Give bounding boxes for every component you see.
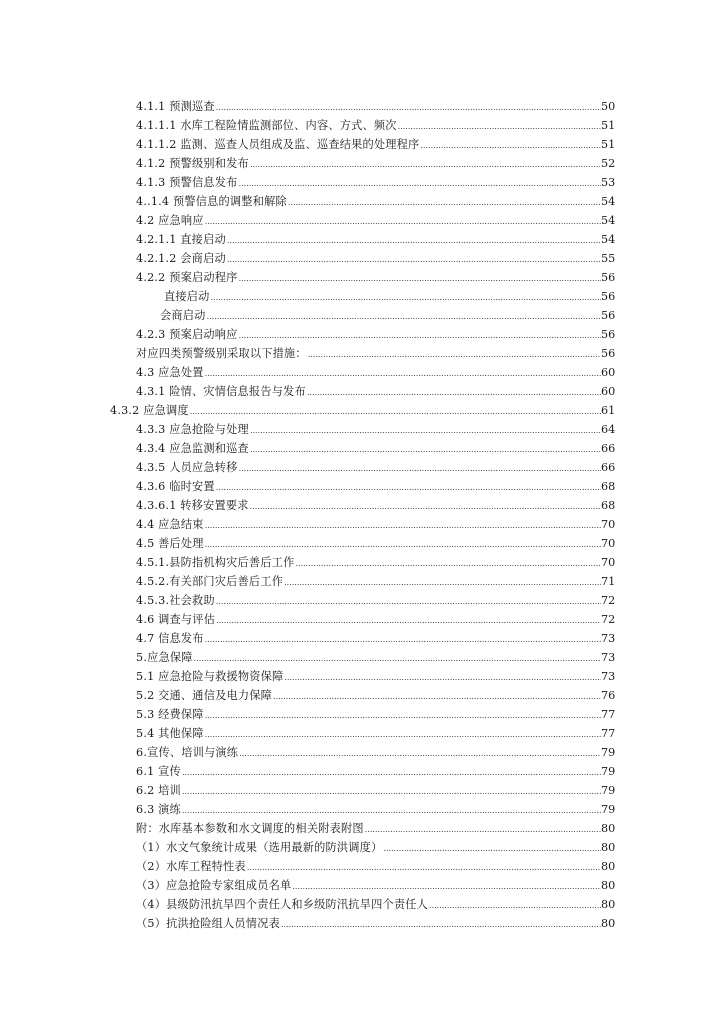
toc-entry [0,97,724,116]
dot-leader [273,687,601,706]
toc-entry-page-number: 61 [601,404,616,417]
toc-entry-title: 附：水库基本参数和水文调度的相关附表附图 [136,822,364,835]
toc-entry [0,629,724,648]
dot-leader [205,516,601,535]
toc-entry-page-number: 54 [601,195,616,208]
toc-entry-title: 4.2.3 预案启动响应 [136,328,238,341]
toc-entry [0,591,724,610]
toc-entry-title: 6.宣传、培训与演练 [136,746,239,759]
dot-leader [227,231,601,250]
toc-entry [0,439,724,458]
toc-entry-title: 5.4 其他保障 [136,727,204,740]
dot-leader [205,630,601,649]
toc-entry-page-number: 76 [601,689,616,702]
dot-leader [296,554,602,573]
dot-leader [250,421,601,440]
dot-leader [205,364,601,383]
dot-leader [250,497,601,516]
toc-entry-page-number: 72 [601,594,616,607]
toc-entry-page-number: 68 [601,480,616,493]
toc-entry [0,249,724,268]
toc-entry [0,401,724,420]
toc-entry-title: 4.3.3 应急抢险与处理 [136,423,249,436]
toc-entry-title: 4.5.2.有关部门灾后善后工作 [136,575,284,588]
toc-entry-page-number: 70 [601,537,616,550]
toc-entry-title: 4.2.1.1 直接启动 [136,233,226,246]
toc-entry-title: 4.6 调查与评估 [136,613,216,626]
toc-entry-page-number: 51 [601,119,616,132]
dot-leader [307,383,601,402]
toc-entry-title: 4.1.1 预测巡查 [136,100,215,113]
toc-entry-title: 4.5.3.社会救助 [136,594,215,607]
toc-entry [0,268,724,287]
toc-entry-page-number: 55 [601,252,616,265]
toc-entry [0,800,724,819]
toc-entry-page-number: 50 [601,100,616,113]
dot-leader [308,345,601,364]
toc-entry [0,382,724,401]
toc-entry-title: （3）应急抢险专家组成员名单 [136,879,292,892]
dot-leader [216,478,601,497]
toc-entry-page-number: 73 [601,651,616,664]
toc-entry-page-number: 56 [601,290,616,303]
toc-entry-page-number: 80 [601,841,616,854]
toc-entry [0,838,724,857]
toc-entry-title: 4.5.1.县防指机构灾后善后工作 [136,556,295,569]
toc-entry [0,306,724,325]
toc-entry [0,192,724,211]
toc-entry-title: 4.2.2 预案启动程序 [136,271,238,284]
toc-entry-page-number: 80 [601,898,616,911]
toc-entry-title: 6.3 演练 [136,803,181,816]
toc-entry-page-number: 80 [601,879,616,892]
dot-leader [288,193,601,212]
dot-leader [205,725,601,744]
toc-entry [0,553,724,572]
dot-leader [292,877,601,896]
toc-entry [0,724,724,743]
toc-entry-title: 6.2 培训 [136,784,181,797]
dot-leader [239,269,601,288]
toc-entry-page-number: 77 [601,727,616,740]
toc-entry [0,914,724,933]
toc-entry [0,135,724,154]
toc-entry [0,116,724,135]
dot-leader [281,915,601,934]
toc-entry [0,325,724,344]
toc-entry-title: 直接启动 [164,290,210,303]
toc-entry [0,819,724,838]
toc-entry-title: 4.3.2 应急调度 [110,404,189,417]
toc-entry-title: （5）抗洪抢险组人员情况表 [136,917,280,930]
toc-entry-page-number: 80 [601,822,616,835]
toc-entry-title: 4.1.1.1 水库工程险情监测部位、内容、方式、频次 [136,119,397,132]
toc-entry-page-number: 56 [601,328,616,341]
toc-entry-title: 6.1 宣传 [136,765,181,778]
toc-entry [0,230,724,249]
toc-entry-title: 4.3.1 险情、灾情信息报告与发布 [136,385,306,398]
toc-entry-title: 4.1.3 预警信息发布 [136,176,238,189]
toc-entry-page-number: 79 [601,784,616,797]
toc-entry-page-number: 56 [601,309,616,322]
dot-leader [365,820,601,839]
toc-entry [0,857,724,876]
toc-entry-title: 4..1.4 预警信息的调整和解除 [136,195,287,208]
dot-leader [182,763,601,782]
toc-entry [0,667,724,686]
toc-entry [0,154,724,173]
toc-entry-page-number: 68 [601,499,616,512]
toc-entry [0,344,724,363]
dot-leader [383,839,601,858]
dot-leader [239,326,601,345]
toc-entry [0,363,724,382]
toc-entry-page-number: 54 [601,233,616,246]
table-of-contents [0,97,724,933]
toc-entry-title: 4.7 信息发布 [136,632,204,645]
dot-leader [205,706,601,725]
toc-entry-title: 5.1 应急抢险与救援物资保障 [136,670,284,683]
toc-entry-title: 4.1.1.2 监测、巡查人员组成及监、巡查结果的处理程序 [136,138,420,151]
dot-leader [182,801,601,820]
toc-entry-title: 4.3.5 人员应急转移 [136,461,238,474]
toc-entry-page-number: 73 [601,670,616,683]
dot-leader [250,155,601,174]
toc-entry-page-number: 72 [601,613,616,626]
dot-leader [207,307,601,326]
toc-entry-title: 4.4 应急结束 [136,518,204,531]
toc-entry [0,287,724,306]
dot-leader [398,117,601,136]
toc-entry-page-number: 79 [601,803,616,816]
toc-entry [0,211,724,230]
toc-entry-title: 4.3.4 应急监测和巡查 [136,442,249,455]
toc-entry-title: （2）水库工程特性表 [136,860,246,873]
toc-entry-title: 5.3 经费保障 [136,708,204,721]
dot-leader [247,858,601,877]
toc-entry-page-number: 56 [601,347,616,360]
toc-entry-title: （1）水文气象统计成果（选用最新的防洪调度） [136,841,383,854]
toc-entry-title: 对应四类预警级别采取以下措施： [136,347,307,360]
toc-entry-page-number: 79 [601,765,616,778]
toc-entry [0,743,724,762]
dot-leader [239,459,601,478]
dot-leader [239,174,601,193]
toc-entry-title: 4.3.6 临时安置 [136,480,215,493]
toc-entry-page-number: 70 [601,556,616,569]
toc-entry [0,705,724,724]
toc-entry-page-number: 56 [601,271,616,284]
toc-entry-title: 4.3 应急处置 [136,366,204,379]
toc-entry-title: 4.1.2 预警级别和发布 [136,157,249,170]
toc-entry-title: 会商启动 [160,309,206,322]
dot-leader [216,98,601,117]
dot-leader [190,402,601,421]
toc-entry-page-number: 64 [601,423,616,436]
toc-entry [0,458,724,477]
dot-leader [420,136,601,155]
toc-entry-page-number: 66 [601,442,616,455]
toc-entry-page-number: 60 [601,385,616,398]
dot-leader [194,649,601,668]
toc-entry [0,648,724,667]
toc-entry [0,420,724,439]
toc-entry [0,610,724,629]
dot-leader [227,250,601,269]
toc-entry-title: 5.2 交通、通信及电力保障 [136,689,273,702]
toc-entry-page-number: 77 [601,708,616,721]
toc-entry-page-number: 71 [601,575,616,588]
toc-entry-page-number: 52 [601,157,616,170]
toc-entry-title: 4.2 应急响应 [136,214,204,227]
toc-entry-page-number: 73 [601,632,616,645]
dot-leader [205,212,601,231]
toc-entry [0,477,724,496]
toc-entry [0,515,724,534]
toc-entry [0,496,724,515]
dot-leader [284,573,601,592]
toc-entry-page-number: 80 [601,860,616,873]
toc-entry-page-number: 80 [601,917,616,930]
dot-leader [216,611,601,630]
toc-entry-page-number: 79 [601,746,616,759]
dot-leader [182,782,601,801]
toc-entry-page-number: 60 [601,366,616,379]
toc-entry [0,534,724,553]
toc-entry-page-number: 66 [601,461,616,474]
dot-leader [205,535,601,554]
toc-entry-page-number: 53 [601,176,616,189]
dot-leader [284,668,601,687]
dot-leader [239,744,601,763]
toc-entry [0,686,724,705]
toc-entry-page-number: 54 [601,214,616,227]
toc-entry [0,895,724,914]
dot-leader [211,288,601,307]
toc-entry [0,762,724,781]
dot-leader [216,592,601,611]
toc-entry-title: 4.5 善后处理 [136,537,204,550]
dot-leader [429,896,601,915]
toc-entry [0,173,724,192]
toc-entry-title: 4.3.6.1 转移安置要求 [136,499,249,512]
toc-entry-page-number: 51 [601,138,616,151]
toc-entry [0,876,724,895]
toc-entry [0,572,724,591]
toc-entry-title: 5.应急保障 [136,651,193,664]
toc-entry-page-number: 70 [601,518,616,531]
toc-entry-title: 4.2.1.2 会商启动 [136,252,226,265]
toc-entry [0,781,724,800]
toc-entry-title: （4）县级防汛抗旱四个责任人和乡级防汛抗旱四个责任人 [136,898,429,911]
dot-leader [250,440,601,459]
